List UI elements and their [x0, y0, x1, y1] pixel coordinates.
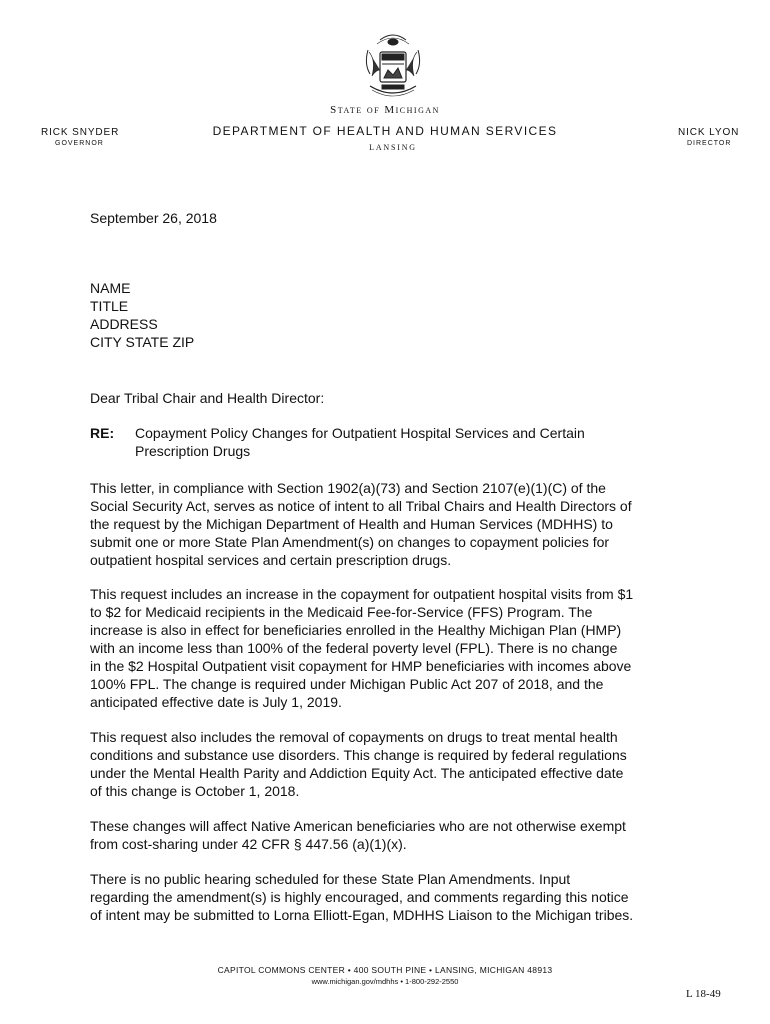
recipient-address [90, 279, 194, 351]
paragraph-line: This request includes an increase in the copayment for outpatient hospital visits from $1 [90, 586, 634, 602]
paragraph-line: anticipated effective date is July 1, 2019. [90, 694, 342, 710]
paragraph-native-american [90, 817, 690, 853]
paragraph-line: These changes will affect Native American beneficiaries who are not otherwise exempt [90, 818, 626, 834]
paragraph-mental-health [90, 728, 690, 800]
footer-address: CAPITOL COMMONS CENTER • 400 SOUTH PINE • LANSING, MICHIGAN 48913 [217, 965, 553, 975]
paragraph-line: 100% FPL. The change is required under Michigan Public Act 207 of 2018, and the [90, 676, 604, 692]
paragraph-line: the request by the Michigan Department of Health and Human Services (MDHHS) to [90, 516, 613, 532]
paragraph-line: from cost-sharing under 42 CFR § 447.56 (a)(1)(x). [90, 836, 407, 852]
paragraph-outpatient-copay [90, 585, 690, 711]
re-text [135, 424, 655, 460]
re-line: Copayment Policy Changes for Outpatient Hospital Services and Certain [135, 425, 585, 441]
paragraph-line: of intent may be submitted to Lorna Elliott-Egan, MDHHS Liaison to the Michigan tribes. [90, 907, 634, 923]
department-heading: DEPARTMENT OF HEALTH AND HUMAN SERVICES [212, 124, 558, 138]
footer-contact: www.michigan.gov/mdhhs • 1-800-292-2550 [311, 977, 459, 986]
paragraph-line: This letter, in compliance with Section 1902(a)(73) and Section 2107(e)(1)(C) of the [90, 480, 606, 496]
paragraph-line: Social Security Act, serves as notice of intent to all Tribal Chairs and Health Directors of [90, 498, 632, 514]
paragraph-line: of this change is October 1, 2018. [90, 783, 300, 799]
paragraph-line: outpatient hospital services and certain prescription drugs. [90, 552, 452, 568]
letter-code: L 18-49 [686, 988, 721, 1000]
paragraph-line: in the $2 Hospital Outpatient visit copayment for HMP beneficiaries with incomes above [90, 658, 632, 674]
letter-date: September 26, 2018 [90, 210, 217, 226]
governor-name: RICK SNYDER [41, 127, 120, 138]
paragraph-line: regarding the amendment(s) is highly encouraged, and comments regarding this notice [90, 889, 629, 905]
salutation: Dear Tribal Chair and Health Director: [90, 390, 325, 406]
paragraph-line: conditions and substance use disorders. This change is required by federal regulations [90, 747, 627, 763]
address-line-title: TITLE [90, 298, 129, 314]
state-seal-icon [360, 30, 426, 102]
director-name: NICK LYON [678, 127, 740, 138]
paragraph-line: to $2 for Medicaid recipients in the Medicaid Fee-for-Service (FFS) Program. The [90, 604, 593, 620]
governor-title: GOVERNOR [55, 140, 104, 147]
paragraph-line: with an income less than 100% of the federal poverty level (FPL). There is no change [90, 640, 618, 656]
paragraph-intent [90, 479, 690, 569]
director-title: DIRECTOR [687, 140, 732, 147]
paragraph-line: under the Mental Health Parity and Addiction Equity Act. The anticipated effective date [90, 765, 624, 781]
re-label: RE: [90, 425, 115, 441]
address-line-city: CITY STATE ZIP [90, 334, 195, 350]
address-line-name: NAME [90, 280, 131, 296]
address-line-address: ADDRESS [90, 316, 158, 332]
paragraph-line: This request also includes the removal of copayments on drugs to treat mental health [90, 729, 618, 745]
re-line: Prescription Drugs [135, 443, 251, 459]
city-heading: LANSING [369, 143, 417, 152]
paragraph-line: There is no public hearing scheduled for these State Plan Amendments. Input [90, 871, 571, 887]
paragraph-line: submit one or more State Plan Amendment(s) on changes to copayment policies for [90, 534, 610, 550]
state-heading: State of Michigan [330, 104, 440, 116]
paragraph-line: increase is also in effect for beneficiaries enrolled in the Healthy Michigan Plan (HMP) [90, 622, 622, 638]
paragraph-public-hearing [90, 870, 690, 924]
